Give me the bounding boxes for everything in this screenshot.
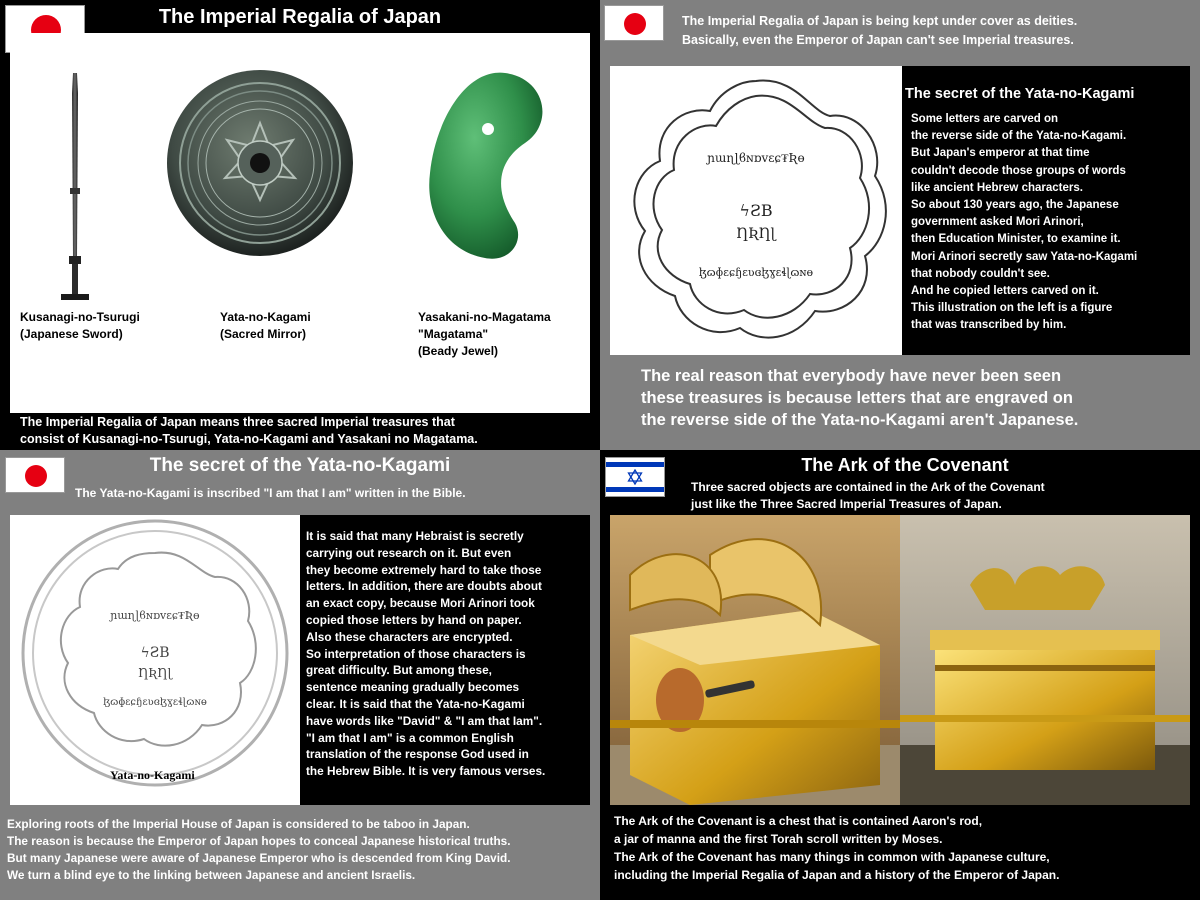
panel-mirror-secret — [600, 0, 1200, 450]
ark-closed-illustration — [900, 515, 1190, 805]
mirror-inscription-image — [10, 515, 300, 805]
svg-text:ȠƦȠɭ: ȠƦȠɭ — [138, 666, 172, 680]
japan-flag-icon — [5, 457, 65, 493]
mirror-image — [165, 68, 355, 258]
japan-flag-icon — [604, 5, 664, 41]
panel-ark-of-covenant — [600, 450, 1200, 900]
inscription-drawing — [610, 66, 902, 355]
israel-flag-icon — [605, 457, 665, 497]
image-label: Yata-no-Kagami — [110, 768, 195, 782]
svg-text:ɲɯɳɭϐɴɒᴠɛɕ₮Ʀɵ: ɲɯɳɭϐɴɒᴠɛɕ₮Ʀɵ — [707, 151, 805, 165]
sword-caption: Kusanagi-no-Tsurugi (Japanese Sword) — [20, 310, 140, 341]
panel-title: The Ark of the Covenant — [801, 455, 1009, 475]
inscription-mirror-drawing — [610, 66, 902, 355]
panel-footer-text: Exploring roots of the Imperial House of Japan is considered to be taboo in Japan. The reason is because the Emperor of Japan hopes to conceal Japanese historical truths. But many Japanese were aware of Japanese Emperor who is descended from King David. We turn a blind eye to the linking between Japanese and ancient Israelis. — [7, 817, 511, 882]
header-text: The Imperial Regalia of Japan is being kept under cover as deities. Basically, even the Emperor of Japan can't see Imperial treasures. — [682, 14, 1078, 47]
svg-text:ɮɷɸɛɕɧɛʋɞɮɣɛɬɭɷɴɵ: ɮɷɸɛɕɧɛʋɞɮɣɛɬɭɷɴɵ — [698, 266, 814, 279]
box-text: It is said that many Hebraist is secretly carrying out research on it. But even they become extremely hard to take those letters. In addition, there are doubts about an exact copy, because Mori Arinori took copied those letters by hand on paper. Also these characters are encrypted. So interpretation of those characters is great difficulty. But among these, sentence meaning gradually becomes clear. It is said that the Yata-no-Kagami have words like "David" & "I am that Iam". "I am that I am" is a common English translation of the response God used in the Hebrew Bible. It is very famous verses. — [306, 529, 546, 779]
svg-text:ȠƦȠɭ: ȠƦȠɭ — [736, 226, 776, 242]
svg-text:ɲɯɳɭϐɴɒᴠɛɕ₮Ʀɵ: ɲɯɳɭϐɴɒᴠɛɕ₮Ʀɵ — [110, 609, 200, 622]
panel-subtitle: The Yata-no-Kagami is inscribed "I am that I am" written in the Bible. — [75, 486, 466, 500]
magatama-caption: Yasakani-no-Magatama "Magatama" (Beady Jewel) — [418, 310, 551, 358]
svg-text:ɮɷɸɛɕɧɛʋɞɮɣɛɬɭɷɴɵ: ɮɷɸɛɕɧɛʋɞɮɣɛɬɭɷɴɵ — [103, 697, 207, 708]
svg-text:ϟƧB: ϟƧB — [739, 201, 773, 220]
panel-title: The secret of the Yata-no-Kagami — [149, 455, 451, 476]
conclusion-text: The real reason that everybody have never been seen these treasures is because letters that are engraved on the reverse side of the Yata-no-Kagami aren't Japanese. — [641, 367, 1079, 429]
mirror-disc-drawing — [10, 515, 300, 805]
mirror-caption: Yata-no-Kagami (Sacred Mirror) — [220, 310, 311, 341]
panel-title: The Imperial Regalia of Japan — [158, 6, 442, 28]
magatama-image — [410, 63, 560, 273]
panel-footer-text: The Imperial Regalia of Japan means three sacred Imperial treasures that consist of Kusanagi-no-Tsurugi, Yata-no-Kagami and Yasakani no Magatama. — [20, 415, 478, 446]
box-title: The secret of the Yata-no-Kagami — [905, 86, 1135, 102]
regalia-photo-area — [10, 33, 590, 413]
panel-subtitle: Three sacred objects are contained in the Ark of the Covenant just like the Three Sacred Imperial Treasures of Japan. — [691, 480, 1045, 511]
panel-imperial-regalia — [0, 0, 600, 450]
explanation-box — [300, 515, 590, 805]
ark-open-illustration — [610, 515, 900, 805]
panel-mirror-inscription — [0, 450, 600, 900]
explanation-box — [902, 66, 1190, 355]
panel-footer-text: The Ark of the Covenant is a chest that is contained Aaron's rod, a jar of manna and the first Torah scroll written by Moses. The Ark of the Covenant has many things in common with Japanese culture, including the Imperial Regalia of Japan and a history of the Emperor of Japan. — [614, 814, 1060, 882]
svg-text:ϟƧB: ϟƧB — [140, 645, 170, 661]
sword-image — [55, 68, 95, 313]
box-text: Some letters are carved on the reverse side of the Yata-no-Kagami. But Japan's emperor at that time couldn't decode those groups of words like ancient Hebrew characters. So about 130 years ago, the Japanese government asked Mori Arinori, then Education Minister, to examine it. Mori Arinori secretly saw Yata-no-Kagami that nobody couldn't see. And he copied letters carved on it. This illustration on the left is a figure that was transcribed by him. — [911, 113, 1138, 332]
